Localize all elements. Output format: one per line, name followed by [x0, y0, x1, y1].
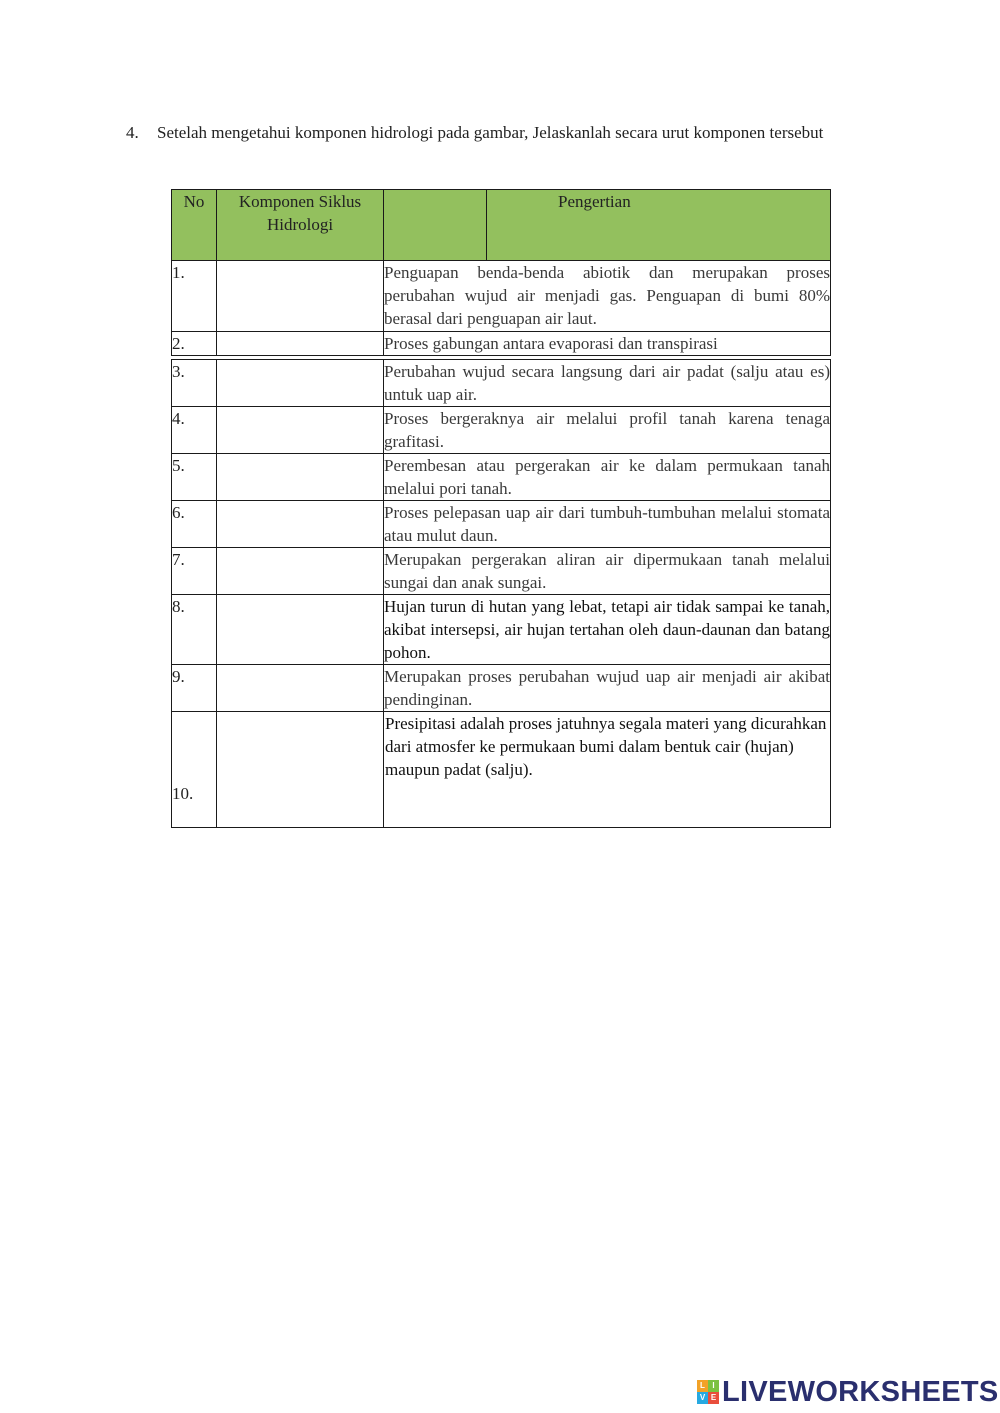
question-text: Setelah mengetahui komponen hidrologi pada gambar, Jelaskanlah secara urut komponen tersebut — [157, 123, 824, 142]
row-number: 6. — [172, 501, 217, 548]
row-description: Merupakan pergerakan aliran air dipermukaan tanah melalui sungai dan anak sungai. — [384, 548, 831, 595]
answer-box-1[interactable] — [217, 261, 384, 332]
answer-box-2[interactable] — [217, 332, 384, 356]
answer-box-5[interactable] — [217, 454, 384, 501]
logo-mark-i: I — [708, 1380, 719, 1392]
logo-mark-icon — [697, 1380, 719, 1404]
logo-text: LIVEWORKSHEETS — [722, 1375, 999, 1408]
table-row — [172, 548, 831, 595]
answer-box-8[interactable] — [217, 595, 384, 665]
row-description: Perembesan atau pergerakan air ke dalam permukaan tanah melalui pori tanah. — [384, 454, 831, 501]
row-number: 2. — [172, 332, 217, 356]
logo-mark-e: E — [708, 1392, 719, 1404]
row-number: 8. — [172, 595, 217, 665]
table-row — [172, 595, 831, 665]
header-no: No — [172, 190, 217, 261]
row-number: 3. — [172, 360, 217, 407]
row-description: Hujan turun di hutan yang lebat, tetapi air tidak sampai ke tanah, akibat intersepsi, air hujan tertahan oleh daun-daunan dan batang pohon. — [384, 595, 831, 665]
row-description: Perubahan wujud secara langsung dari air padat (salju atau es) untuk uap air. — [384, 360, 831, 407]
question-number: 4. — [126, 123, 139, 142]
row-number: 7. — [172, 548, 217, 595]
row-description: Proses gabungan antara evaporasi dan transpirasi — [384, 332, 831, 356]
table-row — [172, 261, 831, 332]
answer-box-6[interactable] — [217, 501, 384, 548]
row-description: Proses bergeraknya air melalui profil tanah karena tenaga grafitasi. — [384, 407, 831, 454]
header-pengertian — [487, 190, 831, 261]
row-description: Presipitasi adalah proses jatuhnya segala materi yang dicurahkan dari atmosfer ke permukaan bumi dalam bentuk cair (hujan) maupun padat (salju). — [384, 712, 831, 828]
table-row — [172, 332, 831, 356]
row-description: Proses pelepasan uap air dari tumbuh-tumbuhan melalui stomata atau mulut daun. — [384, 501, 831, 548]
hydrology-table — [171, 189, 831, 828]
table-row — [172, 665, 831, 712]
answer-box-7[interactable] — [217, 548, 384, 595]
answer-box-3[interactable] — [217, 360, 384, 407]
header-komponen: Komponen Siklus Hidrologi — [217, 190, 384, 261]
table-header-row — [172, 190, 831, 261]
table-row — [172, 407, 831, 454]
table-row — [172, 360, 831, 407]
logo-mark-l: L — [697, 1380, 708, 1392]
row-description: Merupakan proses perubahan wujud uap air menjadi air akibat pendinginan. — [384, 665, 831, 712]
liveworksheets-logo — [697, 1377, 999, 1407]
table-row — [172, 712, 831, 828]
answer-box-4[interactable] — [217, 407, 384, 454]
header-pengertian-spacer — [384, 190, 487, 261]
table-row — [172, 501, 831, 548]
row-number: 9. — [172, 665, 217, 712]
header-pengertian-label: Pengertian — [558, 192, 631, 211]
table-row — [172, 454, 831, 501]
row-number: 5. — [172, 454, 217, 501]
row-number: 10. — [172, 712, 217, 828]
row-description: Penguapan benda-benda abiotik dan merupakan proses perubahan wujud air menjadi gas. Penguapan di bumi 80% berasal dari penguapan air laut. — [384, 261, 831, 332]
question-4 — [126, 121, 826, 144]
answer-box-10[interactable] — [217, 712, 384, 828]
answer-box-9[interactable] — [217, 665, 384, 712]
row-number: 1. — [172, 261, 217, 332]
logo-mark-v: V — [697, 1392, 708, 1404]
row-number: 4. — [172, 407, 217, 454]
